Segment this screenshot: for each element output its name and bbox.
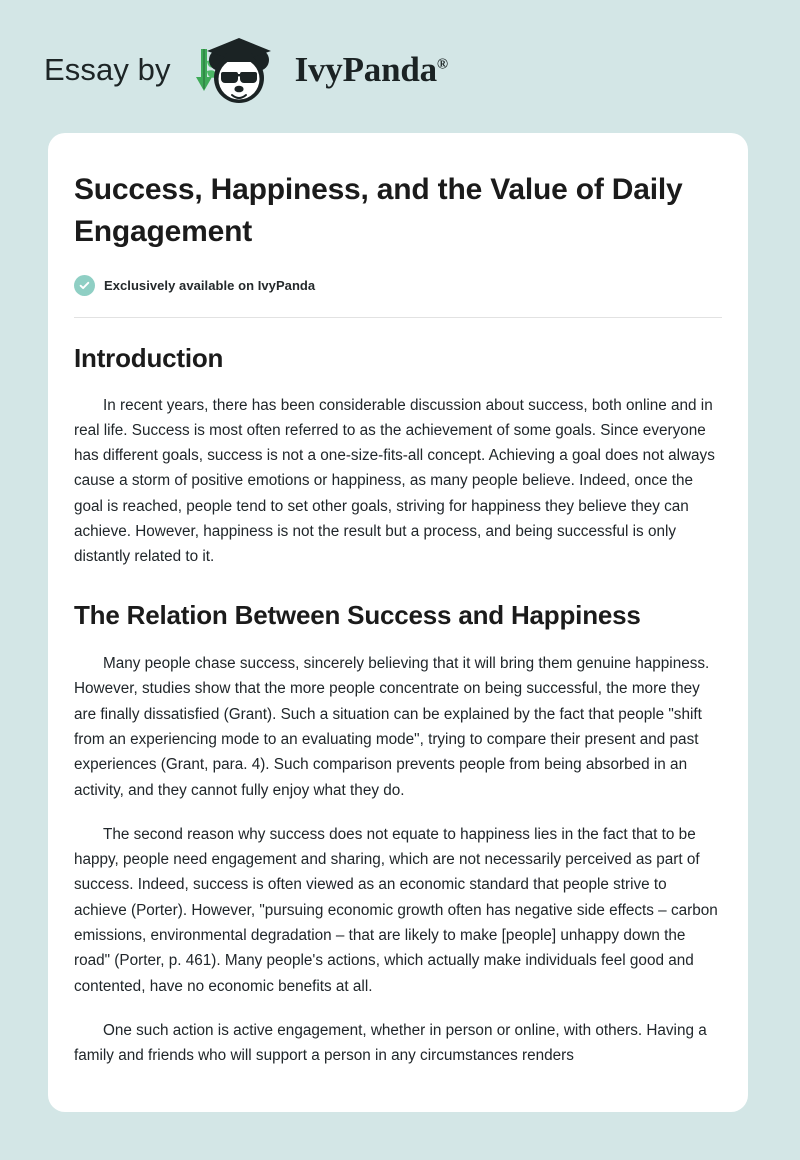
section-heading-relation-between-success-and-happiness: The Relation Between Success and Happiness — [74, 599, 641, 630]
paragraph: Many people chase success, sincerely believing that it will bring them genuine happiness. However, studies show that the more people concentrate on being successful, the more they are finally dissatisfied (Grant). Such a situation can be explained by the fact that people "shift from an experiencing mode to an evaluating mode", trying to compare their present and past experiences (Grant, para. 4). Such comparison prevents people from being absorbed in an activity, and they cannot fully enjoy what they do. — [74, 655, 710, 799]
brand-header — [44, 28, 448, 110]
paragraph: One such action is active engagement, whether in person or online, with others. Having a family and friends who will support a person in any circumstances renders — [74, 1021, 707, 1065]
document-card — [48, 133, 748, 1112]
check-circle-icon — [74, 275, 95, 296]
header-divider — [74, 317, 722, 318]
brand-wordmark — [294, 49, 448, 89]
exclusive-availability-label: Exclusively available on IvyPanda — [104, 278, 316, 293]
section-heading-introduction: Introduction — [74, 343, 224, 373]
page-title: Success, Happiness, and the Value of Daily Engagement — [74, 173, 683, 248]
panda-graduate-logo-icon — [185, 31, 289, 107]
essay-by-label: Essay by — [44, 51, 171, 87]
ivypanda-logo[interactable] — [185, 31, 448, 107]
paragraph: In recent years, there has been considerable discussion about success, both online and in real life. Success is most often referred to as the achievement of some goals. Since everyone has different goals, success is not a one-size-fits-all concept. Achieving a goal does not always cause a storm of positive emotions or happiness, as many people believe. Indeed, once the goal is reached, people tend to set other goals, striving for happiness they believe they can achieve. However, happiness is not the result but a process, and being successful is only distantly related to it. — [74, 396, 715, 566]
brand-name-text: IvyPanda — [294, 49, 437, 89]
exclusive-availability-badge — [74, 275, 722, 296]
paragraph: The second reason why success does not equate to happiness lies in the fact that to be happy, people need engagement and sharing, which are not necessarily perceived as part of success. Indeed, success is often viewed as an economic standard that people strive to achieve (Porter). However, "pursuing economic growth often has negative side effects – carbon emissions, environmental degradation – that are likely to make [people] unhappy down the road" (Porter, p. 461). Many people's actions, which actually make individuals feel good and contented, have no economic benefits at all. — [74, 825, 718, 995]
registered-mark: ® — [436, 55, 448, 72]
